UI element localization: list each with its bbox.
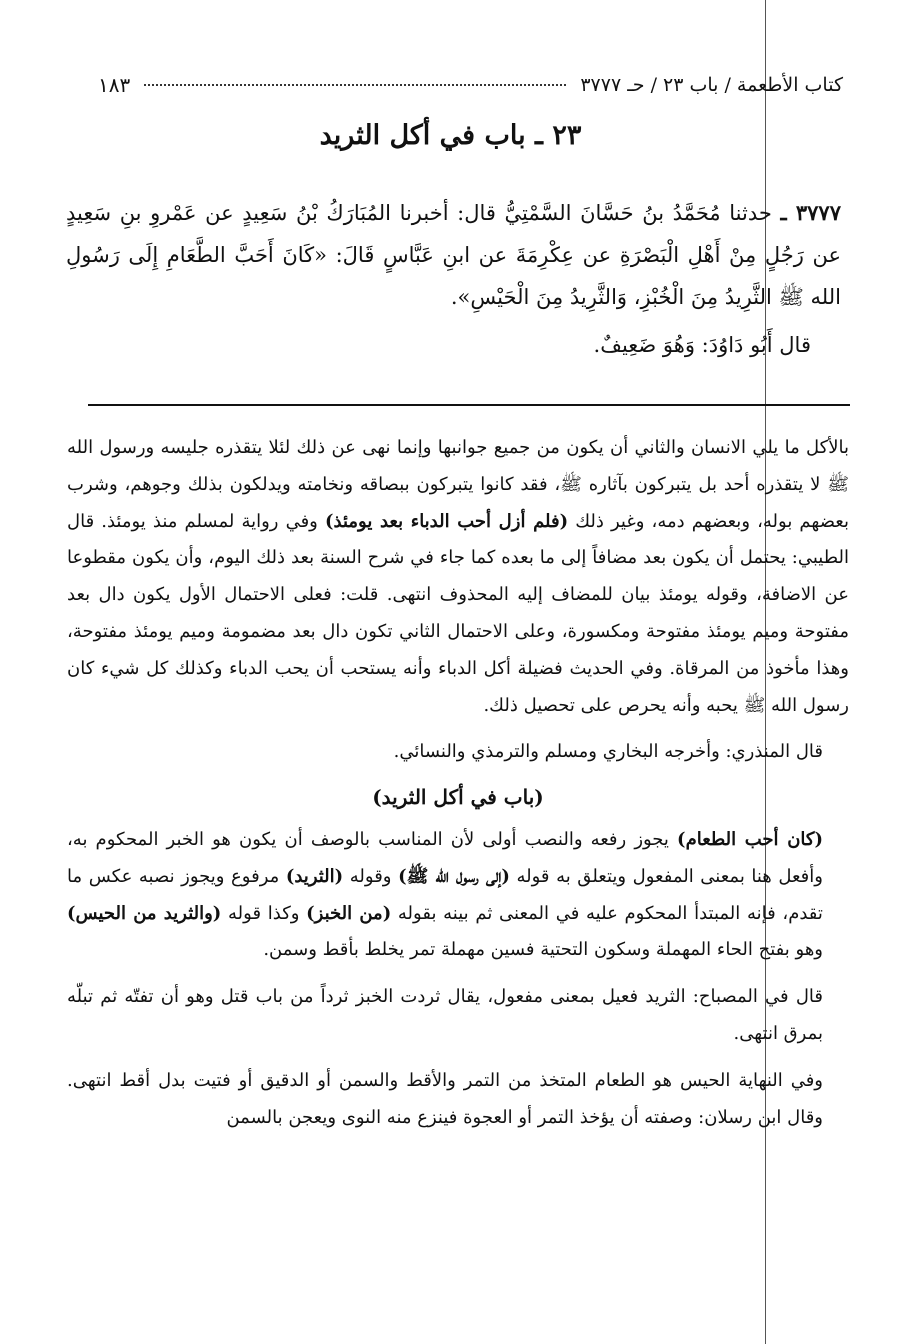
commentary-bold-phrase: (والثريد من الحيس) xyxy=(67,902,222,924)
commentary-text: مرفوع ويجوز نصبه عكس ما تقدم، فإنه المبتدأ المحكوم عليه في المعنى ثم بينه بقوله xyxy=(67,865,823,924)
commentary-bold-phrase: (فلم أزل أحب الدباء بعد يومئذ) xyxy=(324,510,569,532)
commentary-text: وفي رواية لمسلم منذ يومئذ. قال الطيبي: يحتمل أن يكون بعد مضافاً إلى ما بعده كما جاء في شرح السنة بعد ذلك اليوم، وأن يكون مقطوعا عن الاضافة، وقوله يومئذ بيان للمضاف إليه المحذوف انتهى. قلت: فعلى الاحتمال الأول يكون دال بعد مفتوحة وميم يومئذ مفتوحة ومكسورة، وعلى الاحتمال الثاني تكون دال بعد مضمومة وميم يومئذ مفتوحة، وهذا مأخوذ من المرقاة. وفي الحديث فضيلة أكل الدباء وأنه يستحب أن يحب الدباء وكذلك كل شيء كان رسول الله ﷺ يحبه وأنه يحرص على تحصيل ذلك. xyxy=(67,510,849,716)
commentary-bold-phrase: (كان أحب الطعام) xyxy=(677,828,823,850)
footnote-separator xyxy=(88,404,850,406)
running-head-title: كتاب الأطعمة / باب ٢٣ / حـ ٣٧٧٧ xyxy=(580,74,843,96)
mundhiri-note: قال المنذري: وأخرجه البخاري ومسلم والترمذي والنسائي. xyxy=(393,741,823,763)
commentary-bold-phrase: (الثريد) xyxy=(285,865,344,887)
chapter-title: ٢٣ ـ باب في أكل الثريد xyxy=(319,120,582,151)
running-head xyxy=(98,68,843,102)
hadith-block xyxy=(66,192,841,366)
page-number: ١٨٣ xyxy=(98,73,131,97)
commentary-bold-phrase: (إلى رسول الله ﷺ) xyxy=(398,865,510,887)
commentary-paragraph-3: قال في المصباح: الثريد فعيل بمعنى مفعول، يقال ثردت الخبز ثرداً من باب قتل وهو أن تفتّه ثم تبلّه بمرق انتهى. xyxy=(67,986,823,1044)
hadith-text: حدثنا مُحَمَّدُ بنُ حَسَّانَ السَّمْتِيُّ قال: أخبرنا المُبَارَكُ بْنُ سَعِيدٍ عن عَمْروِ بنِ سَعِيدٍ عن رَجُلٍ مِنْ أَهْلِ الْبَصْرَةِ عن عِكْرِمَةَ عن ابنِ عَبَّاسٍ قَالَ: «كَانَ أَحَبَّ الطَّعَامِ إِلَى رَسُولِ الله ﷺ الثَّرِيدُ مِنَ الْخُبْزِ، وَالثَّرِيدُ مِنَ الْحَيْسِ». xyxy=(66,201,841,309)
commentary-text: وكذا قوله xyxy=(228,902,300,924)
commentary-paragraph-1 xyxy=(67,430,849,724)
commentary-text: يجوز رفعه والنصب أولى لأن المناسب بالوصف أن يكون هو الخبر المحكوم به، وأفعل هنا بمعنى المفعول ويتعلق به قوله xyxy=(67,828,823,887)
commentary-block xyxy=(67,430,849,1136)
commentary-text: وقوله xyxy=(349,865,392,887)
running-head-dots xyxy=(144,84,566,86)
commentary-paragraph-2 xyxy=(67,822,849,969)
sub-heading: (باب في أكل الثريد) xyxy=(372,785,544,810)
commentary-text: وهو بفتح الحاء المهملة وسكون التحتية فسين مهملة تمر يخلط بأقط وسمن. xyxy=(263,939,823,961)
commentary-bold-phrase: (من الخبز) xyxy=(306,902,392,924)
hadith-number: ٣٧٧٧ ـ xyxy=(780,200,841,225)
commentary-text: بالأكل ما يلي الانسان والثاني أن يكون من جميع جوانبها وإنما نهى عن ذلك لئلا يتقذره جليسه ورسول الله ﷺ لا يتقذره أحد بل يتبركون بآثاره ﷺ، فقد كانوا يتبركون ببصاقه ونخامته ويدلكون بذلك وجوهم، وشرب بعضهم بوله، وبعضهم دمه، وغير ذلك xyxy=(67,437,849,532)
hadith-text-paragraph xyxy=(66,192,841,318)
commentary-paragraph-4: وفي النهاية الحيس هو الطعام المتخذ من التمر والأقط والسمن أو الدقيق أو فتيت بدل أقط انتهى. وقال ابن رسلان: وصفته أن يؤخذ التمر أو العجوة فينزع منه النوى ويعجن بالسمن xyxy=(67,1069,823,1128)
abu-dawud-note: قال أَبُو دَاوُدَ: وَهُوَ ضَعِيفٌ. xyxy=(593,333,811,357)
